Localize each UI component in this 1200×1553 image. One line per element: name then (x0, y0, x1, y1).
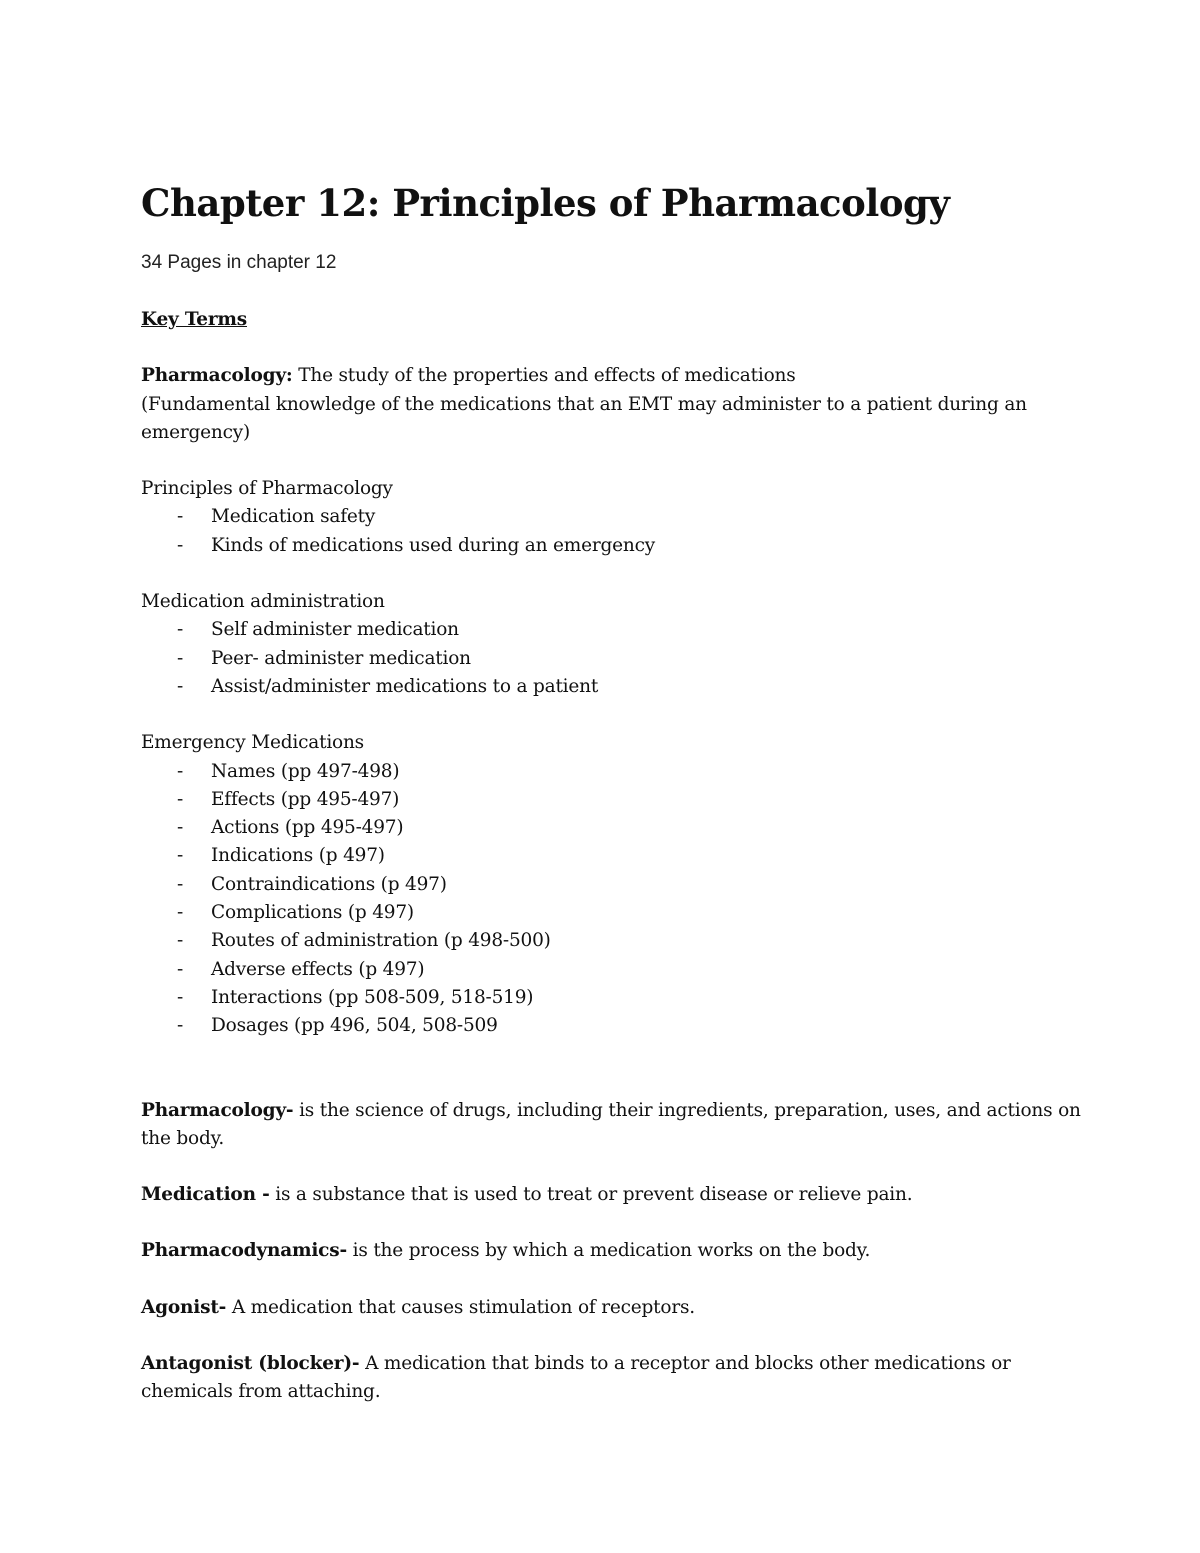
list-item-text: Routes of administration (p 498-500) (211, 930, 551, 952)
list-item (141, 871, 1081, 899)
section-principles (141, 475, 1081, 560)
definition-pharmacodynamics (141, 1237, 1081, 1265)
definition-agonist (141, 1294, 1081, 1322)
list-item-text: Kinds of medications used during an emergency (211, 534, 656, 556)
definition-term: Agonist- (141, 1296, 227, 1318)
section-heading: Principles of Pharmacology (141, 478, 393, 500)
section-medication-administration (141, 588, 1081, 701)
list-item (141, 984, 1081, 1012)
definition-term: Pharmacodynamics- (141, 1240, 347, 1262)
dash-bullet: - (177, 845, 184, 867)
definition-pharmacology (141, 1097, 1081, 1154)
dash-bullet: - (177, 902, 184, 924)
pharmacology-intro-definition: The study of the properties and effects of medications (292, 365, 796, 387)
list-item-text: Peer- administer medication (211, 647, 471, 669)
list-item (141, 1012, 1081, 1040)
dash-bullet: - (177, 986, 184, 1008)
pharmacology-intro-line (141, 362, 1081, 390)
dash-bullet: - (177, 817, 184, 839)
dash-bullet: - (177, 958, 184, 980)
dash-bullet: - (177, 930, 184, 952)
definition-term: Pharmacology- (141, 1099, 294, 1121)
definition-text: A medication that causes stimulation of receptors. (226, 1296, 695, 1318)
definition-text: is the process by which a medication works on the body. (346, 1240, 871, 1262)
definition-text: A medication that binds to a receptor and blocks other medications or chemicals from attaching. (141, 1353, 1011, 1403)
list-item (141, 532, 1081, 560)
list-item-text: Medication safety (211, 506, 376, 528)
list-item (141, 786, 1081, 814)
dash-bullet: - (177, 534, 184, 556)
page-count-subtitle: 34 Pages in chapter 12 (141, 252, 337, 273)
dash-bullet: - (177, 675, 184, 697)
list-item-text: Actions (pp 495-497) (211, 817, 404, 839)
list-item (141, 758, 1081, 786)
list-item (141, 814, 1081, 842)
list-item-text: Contraindications (p 497) (211, 873, 447, 895)
list-item (141, 899, 1081, 927)
list-item-text: Names (pp 497-498) (211, 760, 400, 782)
list-item (141, 616, 1081, 644)
list-item (141, 503, 1081, 531)
dash-bullet: - (177, 788, 184, 810)
list-item-text: Dosages (pp 496, 504, 508-509 (211, 1015, 498, 1037)
definition-term: Medication - (141, 1184, 270, 1206)
key-terms-heading: Key Terms (141, 309, 247, 330)
definition-medication (141, 1181, 1081, 1209)
section-emergency-medications (141, 729, 1081, 1040)
dash-bullet: - (177, 873, 184, 895)
list-item-text: Effects (pp 495-497) (211, 788, 400, 810)
list-item (141, 645, 1081, 673)
list-item (141, 673, 1081, 701)
list-item-text: Assist/administer medications to a patient (211, 675, 599, 697)
dash-bullet: - (177, 619, 184, 641)
list-item-text: Interactions (pp 508-509, 518-519) (211, 986, 534, 1008)
list-item-text: Complications (p 497) (211, 902, 414, 924)
document-page (141, 178, 1081, 1407)
section-list (141, 758, 1081, 1041)
list-item (141, 927, 1081, 955)
pharmacology-intro (141, 362, 1081, 447)
definition-text: is the science of drugs, including their ingredients, preparation, uses, and actions on the body. (141, 1099, 1081, 1149)
dash-bullet: - (177, 1015, 184, 1037)
definitions-block (141, 1097, 1081, 1407)
list-item-text: Adverse effects (p 497) (211, 958, 425, 980)
section-list (141, 503, 1081, 560)
list-item (141, 842, 1081, 870)
section-list (141, 616, 1081, 701)
list-item-text: Self administer medication (211, 619, 459, 641)
page-title: Chapter 12: Principles of Pharmacology (141, 181, 950, 225)
dash-bullet: - (177, 506, 184, 528)
definition-text: is a substance that is used to treat or prevent disease or relieve pain. (269, 1184, 913, 1206)
definition-antagonist (141, 1350, 1081, 1407)
pharmacology-intro-note: (Fundamental knowledge of the medications that an EMT may administer to a patient during an emergency) (141, 393, 1027, 443)
pharmacology-intro-term: Pharmacology: (141, 365, 293, 387)
list-item-text: Indications (p 497) (211, 845, 385, 867)
dash-bullet: - (177, 760, 184, 782)
dash-bullet: - (177, 647, 184, 669)
definition-term: Antagonist (blocker)- (141, 1353, 360, 1375)
section-heading: Emergency Medications (141, 732, 364, 754)
list-item (141, 956, 1081, 984)
section-heading: Medication administration (141, 591, 385, 613)
